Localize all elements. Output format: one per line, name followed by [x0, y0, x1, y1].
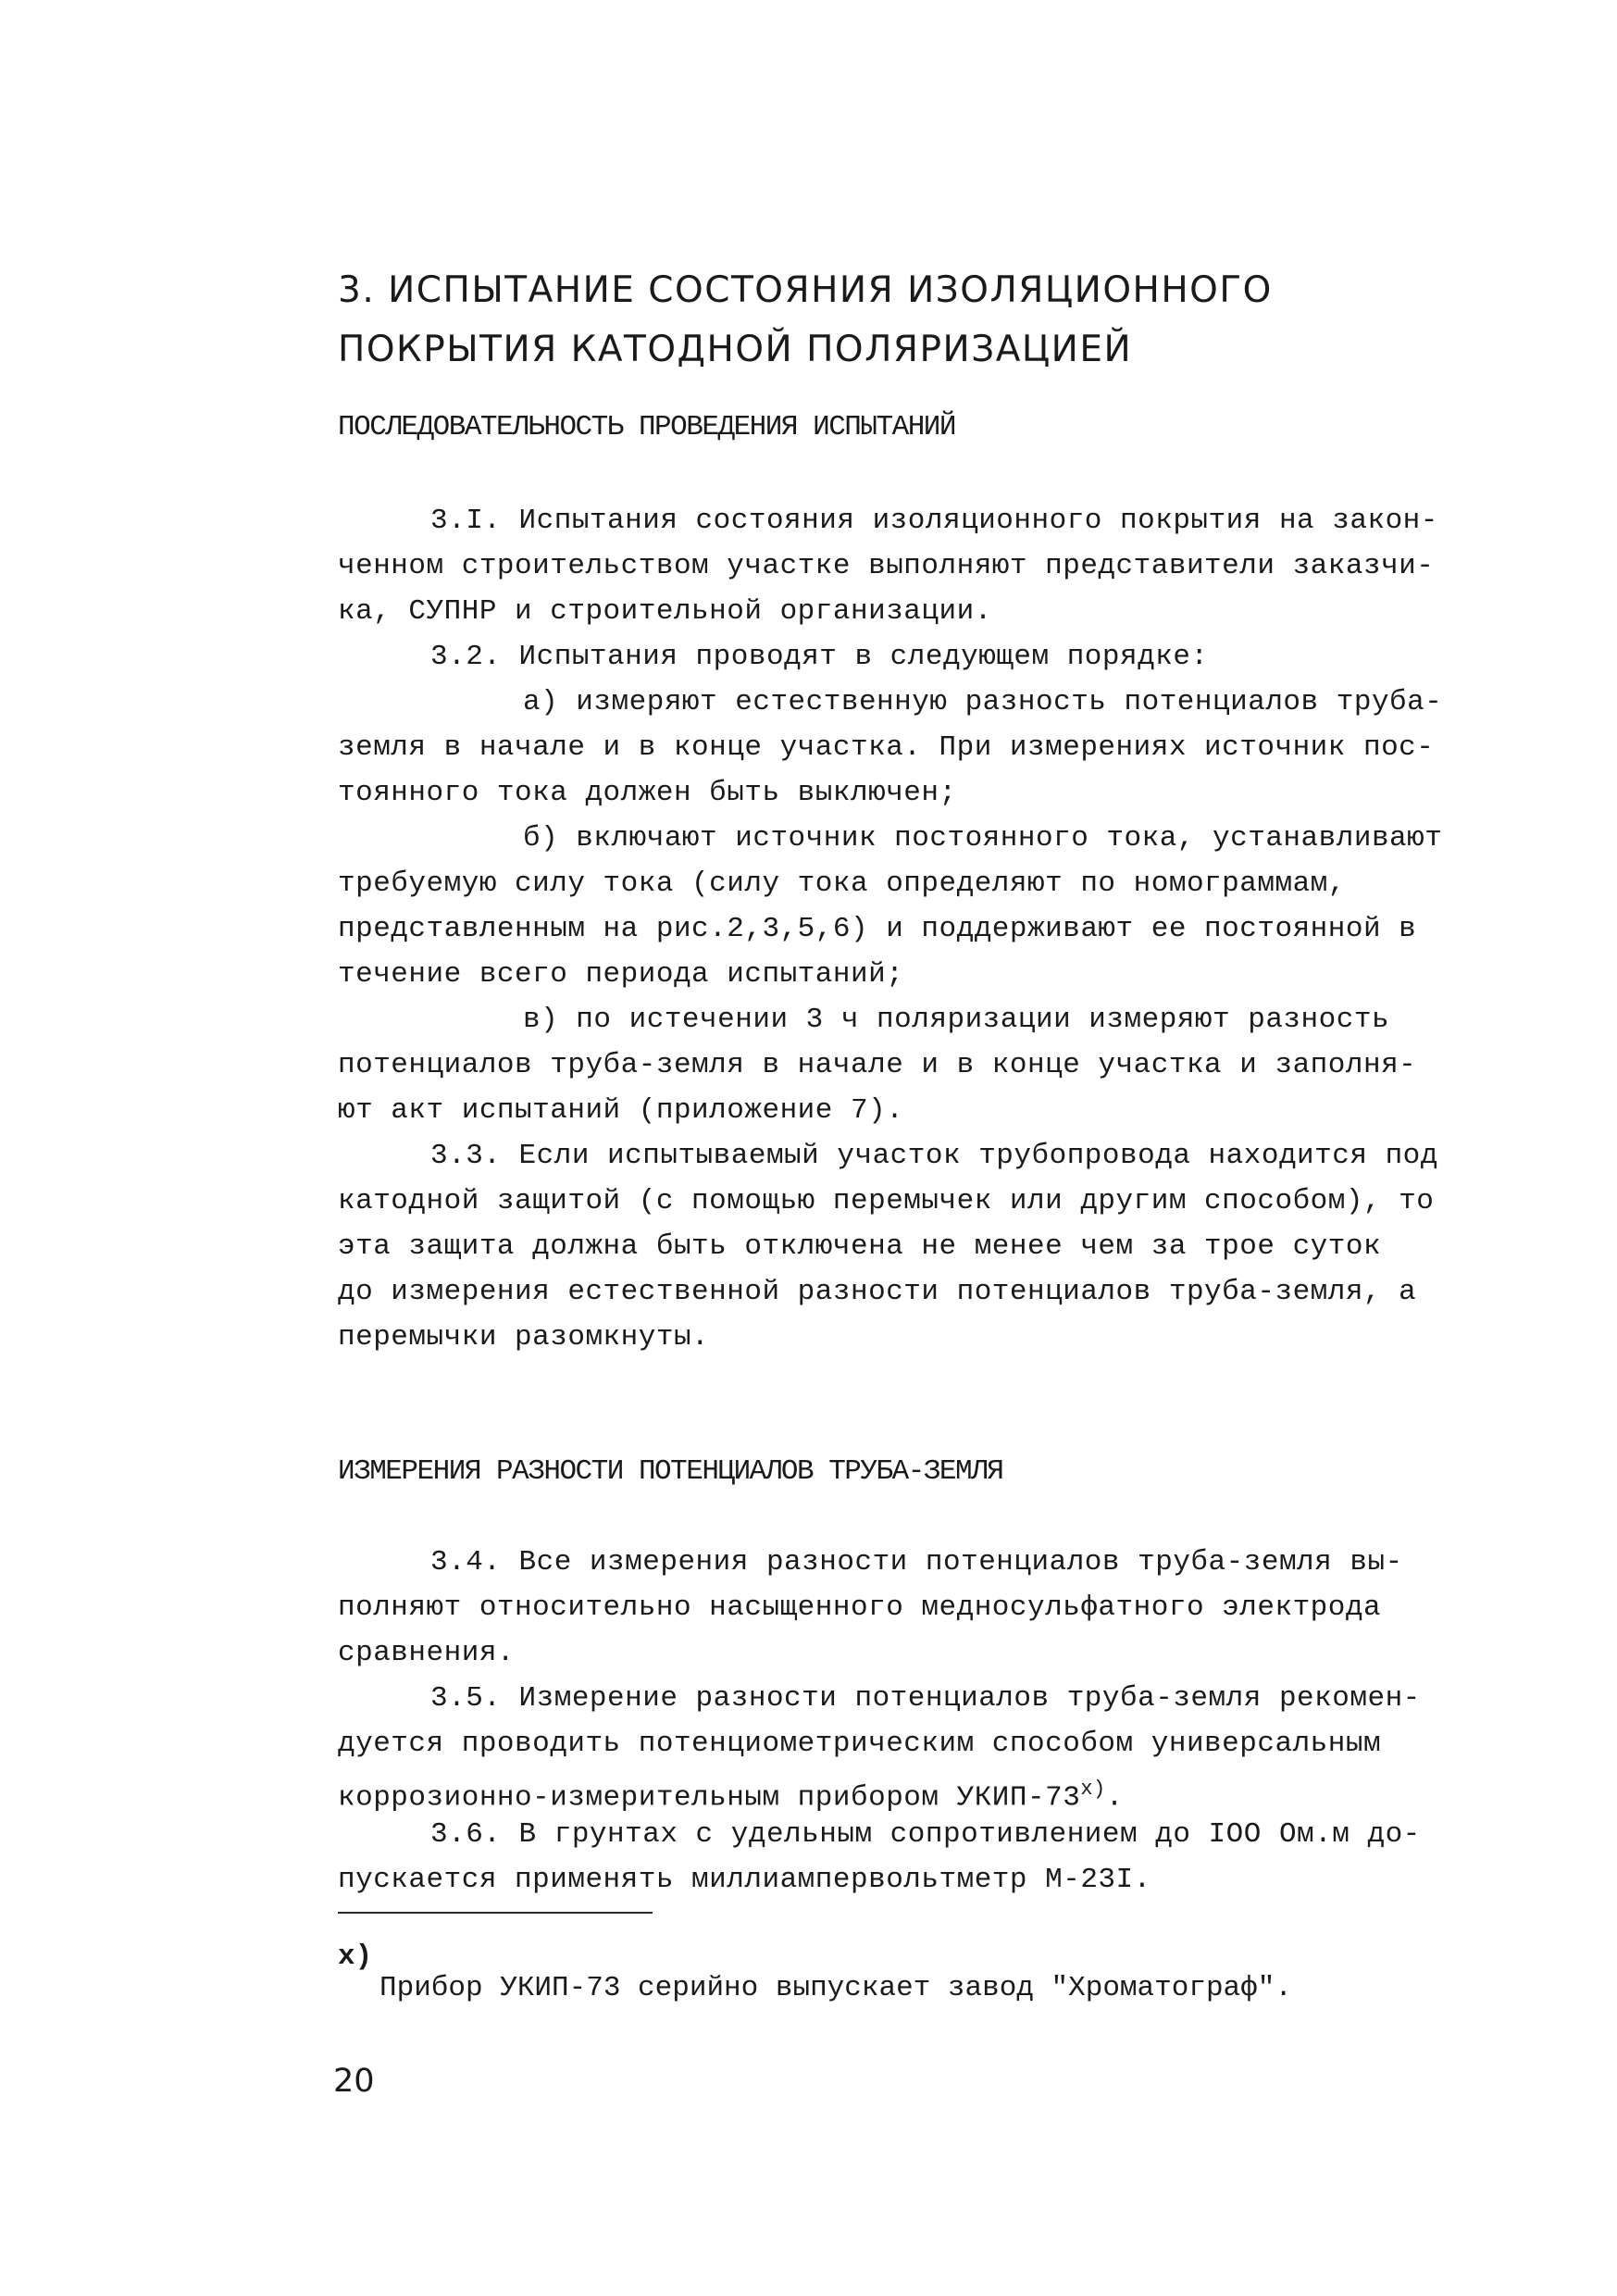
paragraph-line: б) включают источник постоянного тока, устанавливают	[523, 822, 1443, 855]
paragraph-line-text: коррозионно-измерительным прибором УКИП-73	[338, 1781, 1081, 1815]
paragraph-line: пускается применять миллиампервольтметр М-23I.	[338, 1864, 1151, 1896]
paragraph-line: тоянного тока должен быть выключен;	[338, 777, 957, 809]
paragraph-line: 3.4. Все измерения разности потенциалов труба-земля вы-	[430, 1546, 1403, 1578]
paragraph-line: представленным на рис.2,3,5,6) и поддерживают ее постоянной в	[338, 913, 1417, 945]
paragraph-line: до измерения естественной разности потенциалов труба-земля, а	[338, 1276, 1417, 1308]
paragraph-line: ют акт испытаний (приложение 7).	[338, 1094, 904, 1127]
paragraph-line: 3.5. Измерение разности потенциалов труба-земля рекомен-	[430, 1682, 1421, 1715]
paragraph-line: ченном строительством участке выполняют представители заказчи-	[338, 550, 1435, 582]
paragraph-line: 3.2. Испытания проводят в следующем порядке:	[430, 641, 1209, 673]
paragraph-line: дуется проводить потенциометрическим способом универсальным	[338, 1728, 1382, 1760]
footnote-text: Прибор УКИП-73 серийно выпускает завод "Хроматограф".	[379, 1972, 1292, 2004]
paragraph-line: требуемую силу тока (силу тока определяют по номограммам,	[338, 867, 1346, 900]
paragraph-line: катодной защитой (с помощью перемычек или другим способом), то	[338, 1185, 1435, 1217]
paragraph-line: 3.6. В грунтах с удельным сопротивлением до IOO Ом.м до-	[430, 1818, 1421, 1851]
line-end-period: .	[1105, 1781, 1124, 1815]
paragraph-line: а) измеряют естественную разность потенциалов труба-	[523, 686, 1443, 718]
footnote-reference: х)	[1080, 1778, 1106, 1801]
paragraph-line: сравнения.	[338, 1637, 516, 1669]
subheading-potential-measurements: ИЗМЕРЕНИЯ РАЗНОСТИ ПОТЕНЦИАЛОВ ТРУБА-ЗЕМЛЯ	[338, 1455, 1003, 1488]
footnote-mark: х)	[338, 1940, 373, 1973]
section-title	[338, 261, 1356, 380]
paragraph-line: течение всего периода испытаний;	[338, 958, 904, 991]
paragraph-line: перемычки разомкнуты.	[338, 1321, 710, 1354]
paragraph-line: в) по истечении 3 ч поляризации измеряют разность	[523, 1004, 1390, 1036]
paragraph-line-with-footnote	[338, 1766, 1504, 1815]
paragraph-line: 3.I. Испытания состояния изоляционного покрытия на закон-	[430, 505, 1438, 537]
paragraph-line: ка, СУПНР и строительной организации.	[338, 595, 992, 628]
section-title-line-1: 3. ИСПЫТАНИЕ СОСТОЯНИЯ ИЗОЛЯЦИОННОГО	[338, 269, 1273, 311]
page-number: 20	[333, 2063, 375, 2100]
section-title-line-2: ПОКРЫТИЯ КАТОДНОЙ ПОЛЯРИЗАЦИЕЙ	[338, 329, 1133, 370]
paragraph-line: 3.3. Если испытываемый участок трубопровода находится под	[430, 1140, 1438, 1172]
footnote-separator	[338, 1912, 653, 1914]
paragraph-line: земля в начале и в конце участка. При измерениях источник пос-	[338, 731, 1435, 764]
subheading-test-sequence: ПОСЛЕДОВАТЕЛЬНОСТЬ ПРОВЕДЕНИЯ ИСПЫТАНИЙ	[338, 411, 956, 443]
text-block-measurements	[338, 1540, 1504, 1903]
paragraph-line: эта защита должна быть отключена не менее чем за трое суток	[338, 1230, 1382, 1263]
text-block-sequence	[338, 498, 1504, 1360]
paragraph-line: потенциалов труба-земля в начале и в конце участка и заполня-	[338, 1049, 1417, 1081]
paragraph-line: полняют относительно насыщенного медносульфатного электрода	[338, 1591, 1382, 1624]
